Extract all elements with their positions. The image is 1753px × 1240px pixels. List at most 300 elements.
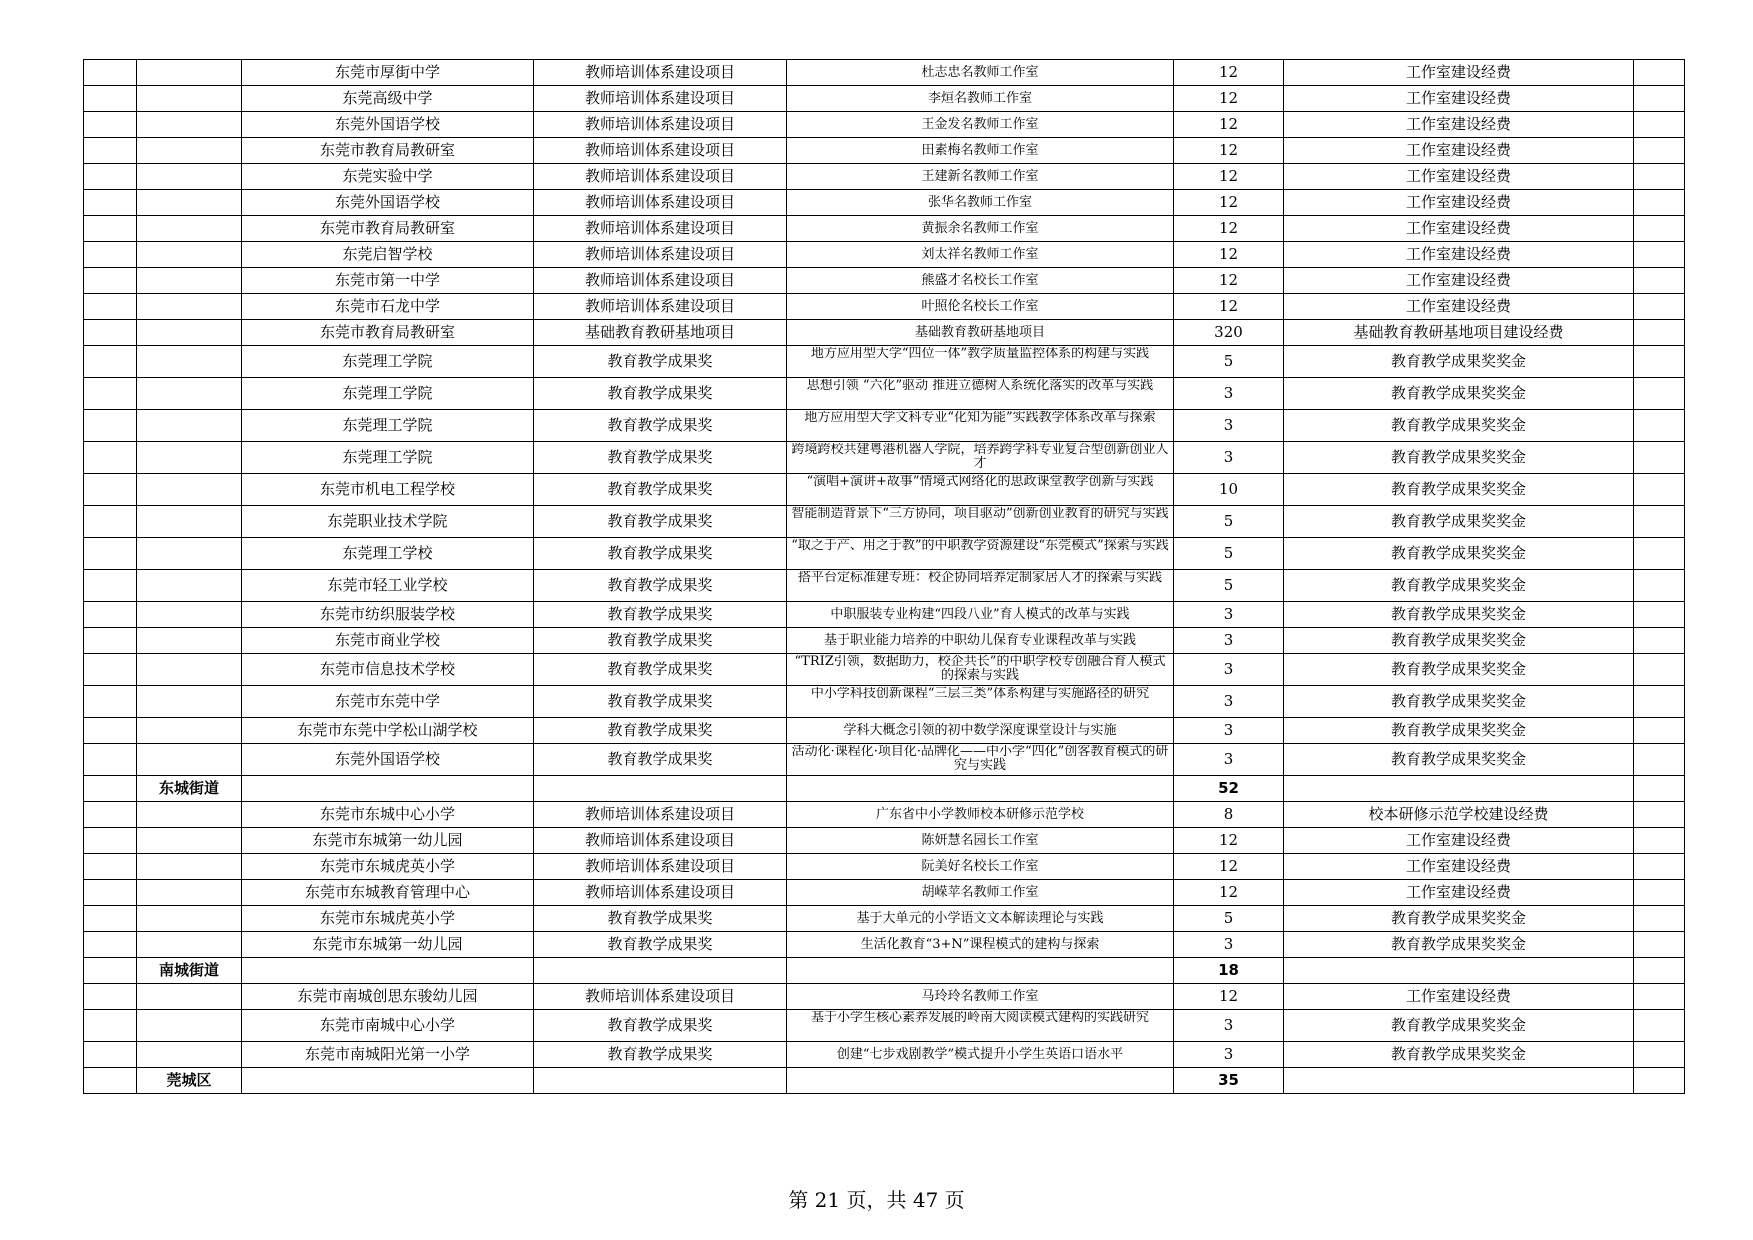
empty-cell — [137, 1010, 242, 1042]
table-row — [84, 718, 1685, 744]
project-cell — [787, 216, 1174, 242]
purpose-cell: 工作室建设经费 — [1284, 190, 1634, 216]
table-row — [84, 190, 1685, 216]
table-row — [84, 410, 1685, 442]
unit-cell: 东莞市南城创思东骏幼儿园 — [242, 984, 534, 1010]
amount-cell: 5 — [1174, 346, 1284, 378]
project-cell-text: 活动化·课程化·项目化·品牌化——中小学“四化”创客教育模式的研究与实践 — [791, 744, 1169, 773]
amount-cell: 12 — [1174, 86, 1284, 112]
table-body — [84, 60, 1685, 1094]
project-cell — [787, 378, 1174, 410]
empty-cell — [84, 744, 137, 776]
purpose-cell: 教育教学成果奖奖金 — [1284, 1042, 1634, 1068]
empty-cell — [1634, 242, 1685, 268]
empty-cell — [1634, 216, 1685, 242]
empty-cell — [1634, 506, 1685, 538]
empty-cell — [84, 60, 137, 86]
category-cell: 教育教学成果奖 — [534, 410, 787, 442]
empty-cell — [1634, 164, 1685, 190]
empty-cell — [84, 828, 137, 854]
empty-cell — [84, 854, 137, 880]
empty-cell — [137, 654, 242, 686]
empty-cell — [84, 628, 137, 654]
category-cell: 教育教学成果奖 — [534, 570, 787, 602]
project-cell-text: 胡嵘苹名教师工作室 — [921, 884, 1039, 900]
project-cell — [787, 984, 1174, 1010]
empty-cell — [137, 164, 242, 190]
empty-cell — [1634, 1042, 1685, 1068]
project-cell — [787, 570, 1174, 602]
unit-cell: 东莞市南城阳光第一小学 — [242, 1042, 534, 1068]
empty-cell — [1284, 1068, 1634, 1094]
table-row — [84, 906, 1685, 932]
project-cell-text: 基于大单元的小学语文文本解读理论与实践 — [856, 910, 1104, 926]
amount-cell: 12 — [1174, 190, 1284, 216]
project-cell — [787, 1042, 1174, 1068]
empty-cell — [1634, 828, 1685, 854]
project-cell — [787, 138, 1174, 164]
amount-cell: 8 — [1174, 802, 1284, 828]
empty-cell — [84, 86, 137, 112]
table-row — [84, 744, 1685, 776]
empty-cell — [84, 958, 137, 984]
project-cell — [787, 686, 1174, 718]
empty-cell — [84, 138, 137, 164]
table-row — [84, 854, 1685, 880]
project-cell-text: 黄振余名教师工作室 — [921, 220, 1039, 236]
amount-cell: 3 — [1174, 410, 1284, 442]
project-cell-text: 思想引领 “六化”驱动 推进立德树人系统化落实的改革与实践 — [806, 378, 1154, 393]
empty-cell — [1634, 138, 1685, 164]
amount-cell: 3 — [1174, 686, 1284, 718]
purpose-cell: 工作室建设经费 — [1284, 828, 1634, 854]
empty-cell — [1634, 474, 1685, 506]
amount-cell: 12 — [1174, 216, 1284, 242]
amount-cell: 12 — [1174, 60, 1284, 86]
amount-cell: 12 — [1174, 294, 1284, 320]
project-cell — [787, 346, 1174, 378]
subtotal-row — [84, 776, 1685, 802]
empty-cell — [1634, 190, 1685, 216]
unit-cell: 东莞市信息技术学校 — [242, 654, 534, 686]
unit-cell: 东莞市石龙中学 — [242, 294, 534, 320]
category-cell: 教师培训体系建设项目 — [534, 138, 787, 164]
unit-cell: 东莞外国语学校 — [242, 112, 534, 138]
district-cell: 莞城区 — [137, 1068, 242, 1094]
project-cell-text: 学科大概念引领的初中数学深度课堂设计与实施 — [843, 722, 1117, 738]
empty-cell — [1634, 686, 1685, 718]
amount-cell: 12 — [1174, 164, 1284, 190]
table-row — [84, 602, 1685, 628]
table-row — [84, 932, 1685, 958]
empty-cell — [84, 410, 137, 442]
empty-cell — [1634, 442, 1685, 474]
project-cell-text: 叶照伦名校长工作室 — [921, 298, 1039, 314]
empty-cell — [137, 686, 242, 718]
empty-cell — [1284, 958, 1634, 984]
empty-cell — [1634, 906, 1685, 932]
project-cell-text: 中职服装专业构建“四段八业”育人模式的改革与实践 — [830, 606, 1130, 622]
empty-cell — [1634, 378, 1685, 410]
empty-cell — [137, 718, 242, 744]
purpose-cell: 工作室建设经费 — [1284, 880, 1634, 906]
purpose-cell: 基础教育教研基地项目建设经费 — [1284, 320, 1634, 346]
empty-cell — [137, 294, 242, 320]
unit-cell: 东莞市东城中心小学 — [242, 802, 534, 828]
project-cell-text: 基于小学生核心素养发展的岭南大阅读模式建构的实践研究 — [810, 1010, 1149, 1025]
table-row — [84, 1042, 1685, 1068]
unit-cell: 东莞市教育局教研室 — [242, 216, 534, 242]
project-cell-text: 李烜名教师工作室 — [927, 90, 1032, 106]
table-row — [84, 164, 1685, 190]
empty-cell — [84, 718, 137, 744]
empty-cell — [84, 776, 137, 802]
project-cell — [787, 410, 1174, 442]
category-cell: 教师培训体系建设项目 — [534, 190, 787, 216]
project-cell — [787, 294, 1174, 320]
category-cell: 教育教学成果奖 — [534, 686, 787, 718]
amount-cell: 12 — [1174, 854, 1284, 880]
category-cell: 教师培训体系建设项目 — [534, 984, 787, 1010]
amount-cell: 3 — [1174, 932, 1284, 958]
empty-cell — [1634, 294, 1685, 320]
unit-cell: 东莞外国语学校 — [242, 190, 534, 216]
project-cell — [787, 86, 1174, 112]
empty-cell — [787, 776, 1174, 802]
purpose-cell: 工作室建设经费 — [1284, 216, 1634, 242]
empty-cell — [1634, 854, 1685, 880]
empty-cell — [137, 906, 242, 932]
unit-cell: 东莞理工学院 — [242, 346, 534, 378]
project-cell-text: 马玲玲名教师工作室 — [921, 988, 1039, 1004]
project-cell — [787, 654, 1174, 686]
project-cell — [787, 538, 1174, 570]
empty-cell — [137, 474, 242, 506]
project-cell-text: “演唱+演讲+故事”情境式网络化的思政课堂教学创新与实践 — [806, 474, 1154, 489]
category-cell: 教育教学成果奖 — [534, 744, 787, 776]
purpose-cell: 教育教学成果奖奖金 — [1284, 932, 1634, 958]
amount-cell: 3 — [1174, 654, 1284, 686]
empty-cell — [84, 164, 137, 190]
empty-cell — [84, 602, 137, 628]
empty-cell — [137, 346, 242, 378]
project-cell-text: 陈妍慧名园长工作室 — [921, 832, 1039, 848]
purpose-cell: 工作室建设经费 — [1284, 138, 1634, 164]
project-cell-text: “取之于产、用之于教”的中职教学资源建设“东莞模式”探索与实践 — [791, 538, 1169, 553]
empty-cell — [137, 744, 242, 776]
empty-cell — [1634, 776, 1685, 802]
table-row — [84, 242, 1685, 268]
amount-cell: 12 — [1174, 242, 1284, 268]
purpose-cell: 教育教学成果奖奖金 — [1284, 744, 1634, 776]
category-cell: 教师培训体系建设项目 — [534, 294, 787, 320]
empty-cell — [84, 932, 137, 958]
table-row — [84, 628, 1685, 654]
table-row — [84, 216, 1685, 242]
category-cell: 基础教育教研基地项目 — [534, 320, 787, 346]
unit-cell: 东莞市教育局教研室 — [242, 320, 534, 346]
unit-cell: 东莞职业技术学院 — [242, 506, 534, 538]
empty-cell — [242, 958, 534, 984]
empty-cell — [534, 776, 787, 802]
category-cell: 教师培训体系建设项目 — [534, 854, 787, 880]
empty-cell — [137, 828, 242, 854]
project-cell — [787, 880, 1174, 906]
empty-cell — [1284, 776, 1634, 802]
purpose-cell: 工作室建设经费 — [1284, 268, 1634, 294]
table-row — [84, 686, 1685, 718]
project-cell-text: 基于职业能力培养的中职幼儿保育专业课程改革与实践 — [823, 632, 1136, 648]
project-cell-text: 创建“七步戏剧教学”模式提升小学生英语口语水平 — [836, 1046, 1124, 1062]
project-cell-text: 广东省中小学教师校本研修示范学校 — [875, 806, 1084, 822]
category-cell: 教育教学成果奖 — [534, 474, 787, 506]
empty-cell — [84, 442, 137, 474]
empty-cell — [84, 378, 137, 410]
unit-cell: 东莞理工学院 — [242, 378, 534, 410]
unit-cell: 东莞实验中学 — [242, 164, 534, 190]
amount-cell: 5 — [1174, 506, 1284, 538]
empty-cell — [1634, 1010, 1685, 1042]
empty-cell — [137, 112, 242, 138]
category-cell: 教育教学成果奖 — [534, 906, 787, 932]
category-cell: 教育教学成果奖 — [534, 538, 787, 570]
empty-cell — [787, 958, 1174, 984]
purpose-cell: 教育教学成果奖奖金 — [1284, 718, 1634, 744]
empty-cell — [84, 538, 137, 570]
empty-cell — [1634, 932, 1685, 958]
purpose-cell: 工作室建设经费 — [1284, 112, 1634, 138]
unit-cell: 东莞外国语学校 — [242, 744, 534, 776]
empty-cell — [84, 346, 137, 378]
empty-cell — [84, 294, 137, 320]
empty-cell — [1634, 346, 1685, 378]
empty-cell — [137, 410, 242, 442]
purpose-cell: 教育教学成果奖奖金 — [1284, 442, 1634, 474]
empty-cell — [1634, 602, 1685, 628]
empty-cell — [1634, 802, 1685, 828]
amount-cell: 5 — [1174, 570, 1284, 602]
table-row — [84, 828, 1685, 854]
table-row — [84, 346, 1685, 378]
project-cell — [787, 602, 1174, 628]
table-row — [84, 112, 1685, 138]
purpose-cell: 教育教学成果奖奖金 — [1284, 602, 1634, 628]
empty-cell — [137, 320, 242, 346]
project-cell — [787, 442, 1174, 474]
category-cell: 教育教学成果奖 — [534, 628, 787, 654]
unit-cell: 东莞理工学校 — [242, 538, 534, 570]
category-cell: 教育教学成果奖 — [534, 602, 787, 628]
category-cell: 教育教学成果奖 — [534, 1042, 787, 1068]
project-cell-text: 中小学科技创新课程“三层三类”体系构建与实施路径的研究 — [810, 686, 1150, 701]
empty-cell — [1634, 410, 1685, 442]
purpose-cell: 教育教学成果奖奖金 — [1284, 686, 1634, 718]
unit-cell: 东莞理工学院 — [242, 442, 534, 474]
empty-cell — [1634, 112, 1685, 138]
category-cell: 教育教学成果奖 — [534, 1010, 787, 1042]
project-cell-text: 智能制造背景下“三方协同，项目驱动”创新创业教育的研究与实践 — [791, 506, 1169, 521]
project-cell — [787, 268, 1174, 294]
subtotal-amount-cell: 35 — [1174, 1068, 1284, 1094]
table-row — [84, 442, 1685, 474]
unit-cell: 东莞市东城虎英小学 — [242, 854, 534, 880]
unit-cell: 东莞理工学院 — [242, 410, 534, 442]
empty-cell — [1634, 718, 1685, 744]
project-cell — [787, 718, 1174, 744]
purpose-cell: 教育教学成果奖奖金 — [1284, 906, 1634, 932]
project-cell-text: 王金发名教师工作室 — [921, 116, 1039, 132]
amount-cell: 3 — [1174, 1010, 1284, 1042]
subtotal-amount-cell: 18 — [1174, 958, 1284, 984]
unit-cell: 东莞市教育局教研室 — [242, 138, 534, 164]
empty-cell — [84, 242, 137, 268]
table-row — [84, 802, 1685, 828]
table-row — [84, 506, 1685, 538]
table-row — [84, 474, 1685, 506]
amount-cell: 3 — [1174, 718, 1284, 744]
empty-cell — [137, 880, 242, 906]
project-cell-text: 王建新名教师工作室 — [921, 168, 1039, 184]
empty-cell — [137, 216, 242, 242]
unit-cell: 东莞市东城教育管理中心 — [242, 880, 534, 906]
empty-cell — [1634, 1068, 1685, 1094]
unit-cell: 东莞市机电工程学校 — [242, 474, 534, 506]
empty-cell — [534, 1068, 787, 1094]
table-row — [84, 538, 1685, 570]
project-cell — [787, 744, 1174, 776]
district-cell: 东城街道 — [137, 776, 242, 802]
amount-cell: 5 — [1174, 538, 1284, 570]
unit-cell: 东莞市纺织服装学校 — [242, 602, 534, 628]
empty-cell — [84, 112, 137, 138]
project-cell — [787, 112, 1174, 138]
table-row — [84, 268, 1685, 294]
empty-cell — [137, 932, 242, 958]
amount-cell: 5 — [1174, 906, 1284, 932]
table-row — [84, 86, 1685, 112]
project-cell-text: 基础教育教研基地项目 — [914, 324, 1045, 340]
table-row — [84, 880, 1685, 906]
category-cell: 教师培训体系建设项目 — [534, 242, 787, 268]
empty-cell — [137, 602, 242, 628]
empty-cell — [137, 802, 242, 828]
subtotal-row — [84, 958, 1685, 984]
empty-cell — [137, 628, 242, 654]
amount-cell: 3 — [1174, 744, 1284, 776]
purpose-cell: 工作室建设经费 — [1284, 86, 1634, 112]
empty-cell — [84, 216, 137, 242]
empty-cell — [1634, 268, 1685, 294]
empty-cell — [84, 880, 137, 906]
category-cell: 教育教学成果奖 — [534, 718, 787, 744]
empty-cell — [1634, 538, 1685, 570]
empty-cell — [137, 1042, 242, 1068]
category-cell: 教育教学成果奖 — [534, 378, 787, 410]
table-row — [84, 138, 1685, 164]
empty-cell — [1634, 628, 1685, 654]
category-cell: 教师培训体系建设项目 — [534, 802, 787, 828]
purpose-cell: 工作室建设经费 — [1284, 854, 1634, 880]
empty-cell — [84, 190, 137, 216]
table-row — [84, 654, 1685, 686]
unit-cell: 东莞市东莞中学松山湖学校 — [242, 718, 534, 744]
purpose-cell: 教育教学成果奖奖金 — [1284, 654, 1634, 686]
category-cell: 教师培训体系建设项目 — [534, 216, 787, 242]
empty-cell — [137, 190, 242, 216]
subtotal-amount-cell: 52 — [1174, 776, 1284, 802]
empty-cell — [242, 776, 534, 802]
unit-cell: 东莞市东城第一幼儿园 — [242, 828, 534, 854]
unit-cell: 东莞启智学校 — [242, 242, 534, 268]
amount-cell: 12 — [1174, 268, 1284, 294]
empty-cell — [137, 378, 242, 410]
empty-cell — [137, 570, 242, 602]
district-cell: 南城街道 — [137, 958, 242, 984]
amount-cell: 12 — [1174, 828, 1284, 854]
empty-cell — [137, 268, 242, 294]
empty-cell — [787, 1068, 1174, 1094]
project-cell-text: 生活化教育“3+N”课程模式的建构与探索 — [860, 936, 1100, 952]
table-row — [84, 378, 1685, 410]
amount-cell: 10 — [1174, 474, 1284, 506]
empty-cell — [137, 854, 242, 880]
project-cell-text: “TRIZ引领，数据助力，校企共长”的中职学校专创融合育人模式的探索与实践 — [794, 654, 1166, 683]
empty-cell — [84, 802, 137, 828]
empty-cell — [84, 1042, 137, 1068]
purpose-cell: 工作室建设经费 — [1284, 242, 1634, 268]
purpose-cell: 工作室建设经费 — [1284, 164, 1634, 190]
project-cell — [787, 802, 1174, 828]
project-cell-text: 杜志忠名教师工作室 — [921, 64, 1039, 80]
empty-cell — [84, 570, 137, 602]
purpose-cell: 教育教学成果奖奖金 — [1284, 378, 1634, 410]
empty-cell — [1634, 958, 1685, 984]
category-cell: 教师培训体系建设项目 — [534, 268, 787, 294]
unit-cell: 东莞市东莞中学 — [242, 686, 534, 718]
project-cell-text: 地方应用型大学文科专业“化知为能”实践教学体系改革与探索 — [804, 410, 1156, 425]
category-cell: 教育教学成果奖 — [534, 932, 787, 958]
amount-cell: 3 — [1174, 1042, 1284, 1068]
project-cell — [787, 906, 1174, 932]
purpose-cell: 教育教学成果奖奖金 — [1284, 538, 1634, 570]
empty-cell — [137, 442, 242, 474]
amount-cell: 3 — [1174, 628, 1284, 654]
empty-cell — [84, 320, 137, 346]
subtotal-row — [84, 1068, 1685, 1094]
category-cell: 教育教学成果奖 — [534, 654, 787, 686]
project-cell-text: 跨境跨校共建粤港机器人学院，培养跨学科专业复合型创新创业人才 — [791, 442, 1169, 471]
project-cell — [787, 828, 1174, 854]
empty-cell — [1634, 570, 1685, 602]
empty-cell — [84, 984, 137, 1010]
project-cell-text: 田素梅名教师工作室 — [921, 142, 1039, 158]
empty-cell — [84, 686, 137, 718]
empty-cell — [137, 242, 242, 268]
purpose-cell: 校本研修示范学校建设经费 — [1284, 802, 1634, 828]
purpose-cell: 教育教学成果奖奖金 — [1284, 474, 1634, 506]
amount-cell: 12 — [1174, 112, 1284, 138]
empty-cell — [1634, 86, 1685, 112]
empty-cell — [84, 1068, 137, 1094]
table-row — [84, 294, 1685, 320]
empty-cell — [84, 906, 137, 932]
table-row — [84, 984, 1685, 1010]
page-footer: 第 21 页，共 47 页 — [788, 1188, 965, 1212]
purpose-cell: 工作室建设经费 — [1284, 294, 1634, 320]
table-row — [84, 60, 1685, 86]
category-cell: 教育教学成果奖 — [534, 346, 787, 378]
category-cell: 教师培训体系建设项目 — [534, 112, 787, 138]
